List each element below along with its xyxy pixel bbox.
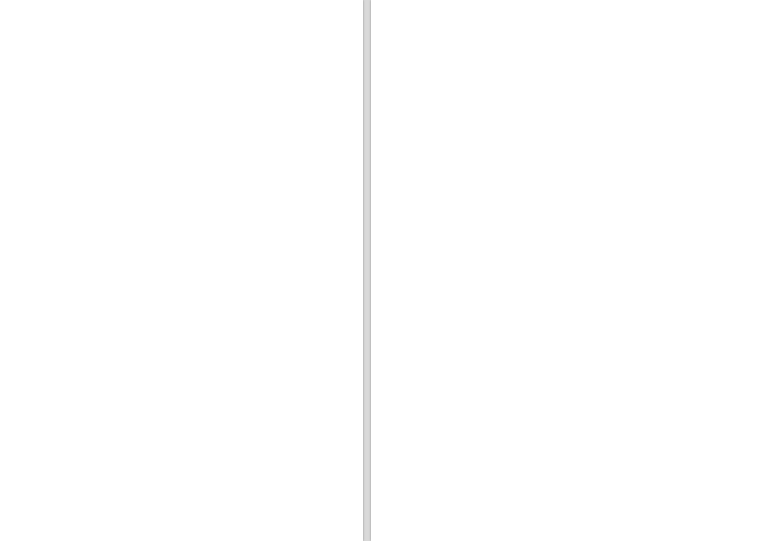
right-page <box>371 0 758 541</box>
left-page <box>0 0 363 541</box>
page-gap <box>363 0 371 541</box>
